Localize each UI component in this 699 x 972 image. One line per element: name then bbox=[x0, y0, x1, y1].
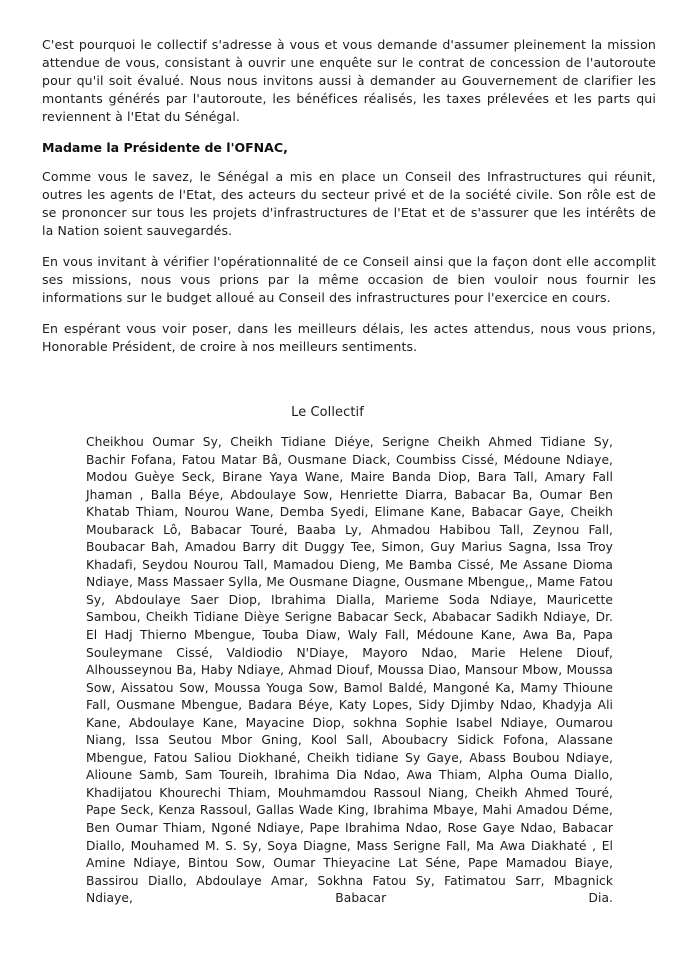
signature-heading bbox=[0, 404, 699, 422]
paragraph-collectif-request: C'est pourquoi le collectif s'adresse à vous et vous demande d'assumer pleinement la mission attendue de vous, consistant à ouvrir une enquête sur le contrat de concession de l'autoroute pour qu'il soit évalué. Nous nous invitons aussi à demander au Gouvernement de clarifier les montants générés par l'autoroute, les bénéfices réalisés, les taxes prélevées et les parts qui reviennent à l'Etat du Sénégal. bbox=[42, 37, 656, 125]
paragraph-closing: En espérant vous voir poser, dans les meilleurs délais, les actes attendus, nous vous prions, Honorable Président, de croire à nos meilleurs sentiments. bbox=[42, 320, 656, 354]
paragraph-budget-request: En vous invitant à vérifier l'opérationnalité de ce Conseil ainsi que la façon dont elle accomplit ses missions, nous vous prions par la même occasion de bien vouloir nous fournir les informations sur le budget alloué au Conseil des infrastructures pour l'exercice en cours. bbox=[42, 253, 656, 306]
salutation-ofnac-president: Madame la Présidente de l'OFNAC, bbox=[42, 139, 288, 155]
signatories-list: Cheikhou Oumar Sy, Cheikh Tidiane Diéye, Serigne Cheikh Ahmed Tidiane Sy, Bachir Fofana, Fatou Matar Bâ, Ousmane Diack, Coumbiss Cissé, Médoune Ndiaye, Modou Guèye Seck, Birane Yaya Wane, Maire Banda Diop, Bara Tall, Amary Fall Jhaman , Balla Béye, Abdoulaye Sow, Henriette Diarra, Babacar Ba, Oumar Ben Khatab Thiam, Nourou Wane, Demba Syedi, Elimane Kane, Babacar Gaye, Cheikh Moubarack Lô, Babacar Touré, Baaba Ly, Ahmadou Habibou Tall, Zeynou Fall, Boubacar Bah, Amadou Barry dit Duggy Tee, Simon, Guy Marius Sagna, Issa Troy Khadafi, Seydou Nourou Tall, Mamadou Dieng, Me Bamba Cissé, Me Assane Dioma Ndiaye, Mass Massaer Sylla, Me Ousmane Diagne, Ousmane Mbengue,, Mame Fatou Sy, Abdoulaye Saer Diop, Ibrahima Dialla, Marieme Soda Ndiaye, Mauricette Sambou, Cheikh Tidiane Dièye Serigne Babacar Seck, Ababacar Sadikh Ndiaye, Dr. El Hadj Thierno Mbengue, Touba Diaw, Waly Fall, Médoune Kane, Awa Ba, Papa Souleymane Cissé, Valdiodio N'Diaye, Mayoro Ndao, Marie Helene Diouf, Alhousseynou Ba, Haby Ndiaye, Ahmad Diouf, Moussa Diao, Mansour Mbow, Moussa Sow, Aissatou Sow, Moussa Youga Sow, Bamol Baldé, Mangoné Ka, Mamy Thioune Fall, Ousmane Mbengue, Badara Béye, Katy Lopes, Sidy Djimby Ndao, Khadyja Ali Kane, Abdoulaye Kane, Mayacine Diop, sokhna Sophie Isabel Ndiaye, Oumarou Niang, Issa Seutou Mbor Gning, Kool Sall, Aboubacry Sidick Fofona, Alassane Mbengue, Fatou Saliou Diokhané, Cheikh tidiane Sy Gaye, Abass Boubou Ndiaye, Alioune Samb, Sam Toureih, Ibrahima Dia Ndao, Awa Thiam, Alpha Ouma Diallo, Khadijatou Khourechi Thiam, Mouhmamdou Rassoul Niang, Cheikh Ahmed Touré, Pape Seck, Kenza Rassoul, Gallas Wade King, Ibrahima Mbaye, Mahi Amadou Déme, Ben Oumar Thiam, Ngoné Ndiaye, Pape Ibrahima Ndao, Rose Gaye Ndao, Babacar Diallo, Mouhamed M. S. Sy, Soya Diagne, Mass Serigne Fall, Ma Awa Diakhaté , El Amine Ndiaye, Bintou Sow, Oumar Thieyacine Lat Séne, Pape Mamadou Biaye, Bassirou Diallo, Abdoulaye Amar, Sokhna Fatou Sy, Fatimatou Sarr, Mbagnick Ndiaye, Babacar Dia. bbox=[86, 435, 613, 906]
letter-body-column bbox=[42, 36, 656, 356]
paragraph-conseil-infrastructures: Comme vous le savez, le Sénégal a mis en place un Conseil des Infrastructures qui réunit, outres les agents de l'Etat, des acteurs du secteur privé et de la société civile. Son rôle est de se prononcer sur tous les projets d'infrastructures de l'Etat et de s'assurer que les intérêts de la Nation soient sauvegardés. bbox=[42, 169, 656, 239]
signature-heading-text: Le Collectif bbox=[291, 405, 364, 420]
